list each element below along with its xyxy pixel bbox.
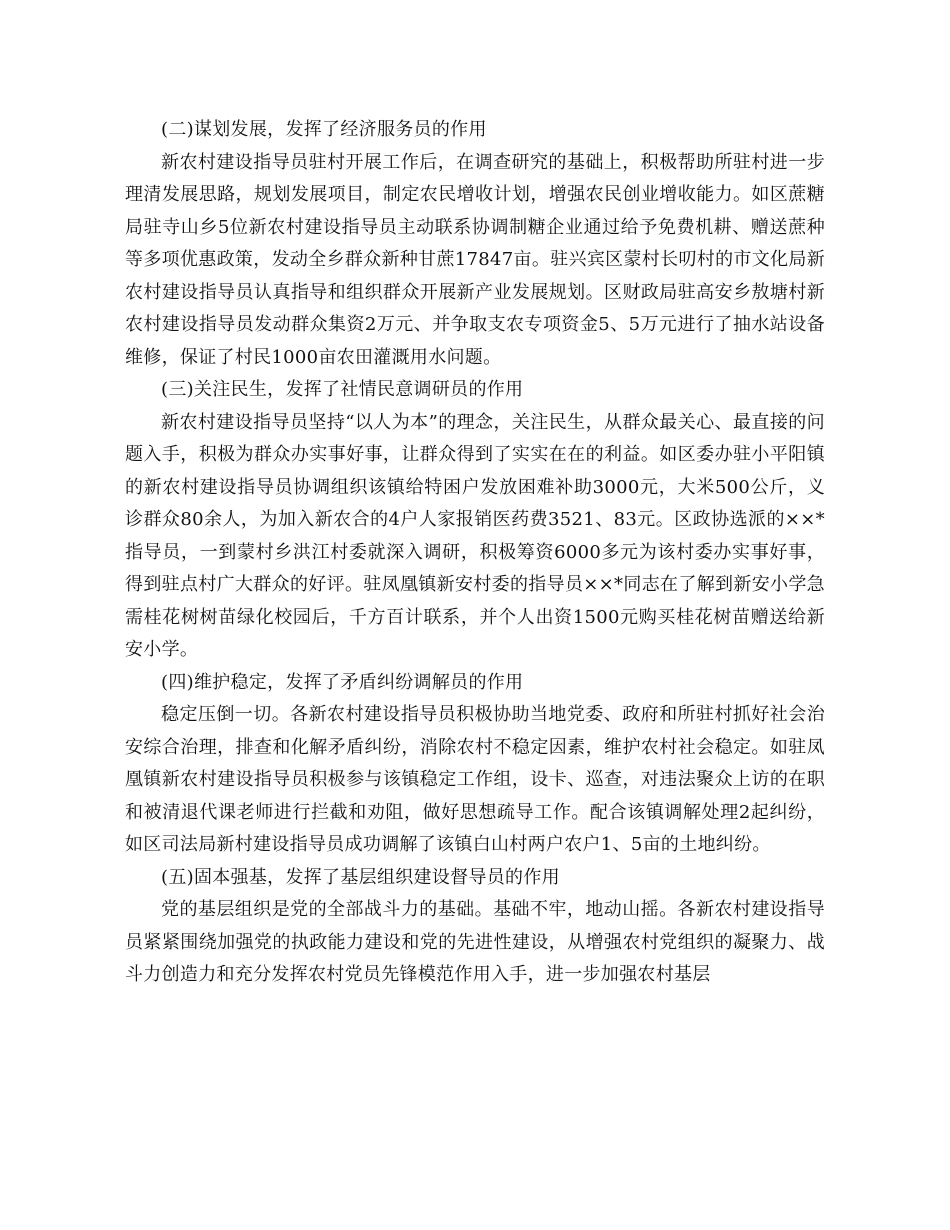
section-paragraph-5: 党的基层组织是党的全部战斗力的基础。基础不牢，地动山摇。各新农村建设指导员紧紧围绕加强党的执政能力建设和党的先进性建设，从增强农村党组织的凝聚力、战斗力创造力和充分发挥农村党员先锋模范作用入手，进一步加强农村基层 [125,899,825,985]
section-paragraph-4: 稳定压倒一切。各新农村建设指导员积极协助当地党委、政府和所驻村抓好社会治安综合治理，排查和化解矛盾纠纷，消除农村不稳定因素，维护农村社会稳定。如驻凤凰镇新农村建设指导员积极参与该镇稳定工作组，设卡、巡查，对违法聚众上访的在职和被清退代课老师进行拦截和劝阻，做好思想疏导工作。配合该镇调解处理2起纠纷，如区司法局新村建设指导员成功调解了该镇白山村两户农户1、5亩的土地纠纷。 [125,704,825,855]
section-heading-2: (二)谋划发展，发挥了经济服务员的作用 [161,119,487,140]
section-paragraph-2: 新农村建设指导员驻村开展工作后，在调查研究的基础上，积极帮助所驻村进一步理清发展思路，规划发展项目，制定农民增收计划，增强农民创业增收能力。如区蔗糖局驻寺山乡5位新农村建设指导员主动联系协调制糖企业通过给予免费机耕、赠送蔗种等多项优惠政策，发动全乡群众新种甘蔗17847亩。驻兴宾区蒙村长叨村的市文化局新农村建设指导员认真指导和组织群众开展新产业发展规划。区财政局驻高安乡敖塘村新农村建设指导员发动群众集资2万元、并争取支农专项资金5、5万元进行了抽水站设备维修，保证了村民1000亩农田灌溉用水问题。 [125,151,825,368]
section-heading-5: (五)固本强基，发挥了基层组织建设督导员的作用 [161,866,560,888]
document-body [125,114,825,992]
section-paragraph-3: 新农村建设指导员坚持“以人为本”的理念，关注民生，从群众最关心、最直接的问题入手，积极为群众办实事好事，让群众得到了实实在在的利益。如区委办驻小平阳镇的新农村建设指导员协调组织该镇给特困户发放困难补助3000元，大米500公斤，义诊群众80余人，为加入新农合的4户人家报销医药费3521、83元。区政协选派的××*指导员，一到蒙村乡洪江村委就深入调研，积极筹资6000多元为该村委办实事好事，得到驻点村广大群众的好评。驻凤凰镇新安村委的指导员××*同志在了解到新安小学急需桂花树树苗绿化校园后，千方百计联系，并个人出资1500元购买桂花树苗赠送给新安小学。 [125,411,825,660]
section-heading-4: (四)维护稳定，发挥了矛盾纠纷调解员的作用 [161,671,524,693]
section-heading-3: (三)关注民生，发挥了社情民意调研员的作用 [161,379,524,400]
